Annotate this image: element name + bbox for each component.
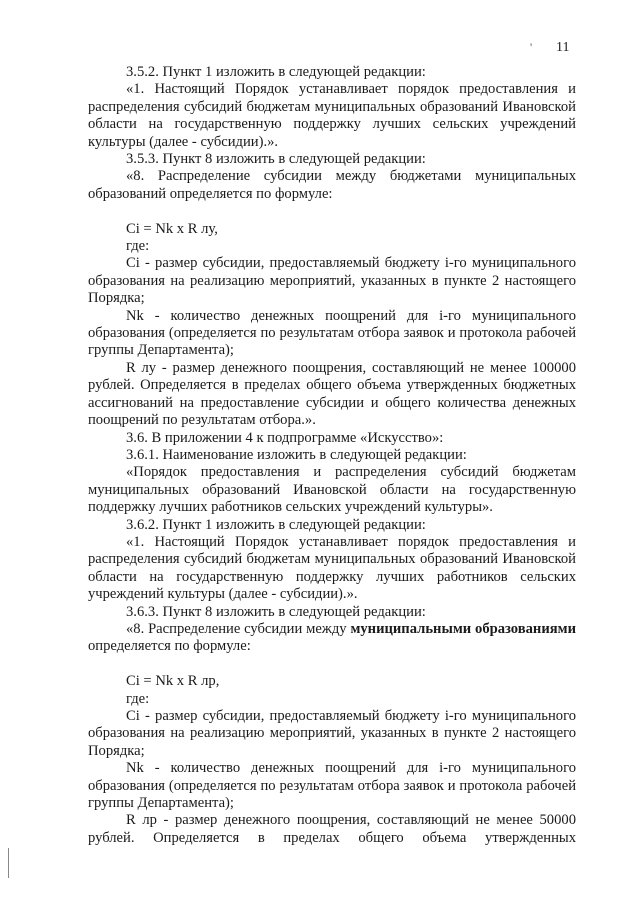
paragraph: 3.6.3. Пункт 8 изложить в следующей редакции:: [126, 603, 426, 620]
document-body: [88, 64, 576, 847]
paragraph: «Порядок предоставления и распределения субсидий бюджетам муниципальных образований Ивановской области на государственную поддержку лучших работников сельских учреждений культуры».: [88, 464, 576, 516]
paragraph: R лр - размер денежного поощрения, составляющий не менее 50000 рублей. Определяется в пределах общего объема утвержденных: [88, 812, 576, 846]
paragraph: Ci - размер субсидии, предоставляемый бюджету i-го муниципального образования на реализацию мероприятий, указанных в пункте 2 настоящего Порядка;: [88, 708, 576, 759]
paragraph: Ci - размер субсидии, предоставляемый бюджету i-го муниципального образования на реализацию мероприятий, указанных в пункте 2 настоящего Порядка;: [88, 255, 576, 307]
paragraph: 3.6.2. Пункт 1 изложить в следующей редакции:: [126, 516, 426, 533]
paragraph: 3.6.1. Наименование изложить в следующей редакции:: [126, 446, 467, 463]
margin-mark: [8, 848, 9, 878]
paragraph: Nk - количество денежных поощрений для i-го муниципального образования (определяется по результатам отбора заявок и протокола рабочей группы Департамента);: [88, 307, 576, 359]
paragraph: 3.6. В приложении 4 к подпрограмме «Искусство»:: [126, 429, 444, 446]
paragraph: где:: [126, 690, 150, 707]
paragraph: 3.5.3. Пункт 8 изложить в следующей редакции:: [126, 151, 426, 168]
paragraph: «8. Распределение субсидии между бюджетами муниципальных образований определяется по формуле:: [88, 168, 576, 202]
paragraph: «1. Настоящий Порядок устанавливает порядок предоставления и распределения субсидий бюджетам муниципальных образований Ивановской области на государственную поддержку лучших работников сельских учреждений культуры (далее - субсидии).».: [88, 533, 576, 603]
paragraph: Ci = Nk x R лр,: [126, 673, 220, 690]
paragraph: «8. Распределение субсидии между муниципальными образованиями определяется по формуле:: [88, 620, 576, 655]
paragraph: «1. Настоящий Порядок устанавливает порядок предоставления и распределения субсидий бюджетам муниципальных образований Ивановской области на государственную поддержку лучших сельских учреждений культуры (далее - субсидии).».: [88, 81, 576, 150]
paragraph: Nk - количество денежных поощрений для i-го муниципального образования (определяется по результатам отбора заявок и протокола рабочей группы Департамента);: [88, 760, 576, 812]
corner-mark: ': [530, 40, 533, 54]
paragraph: 3.5.2. Пункт 1 изложить в следующей редакции:: [126, 64, 426, 80]
paragraph: R лу - размер денежного поощрения, составляющий не менее 100000 рублей. Определяется в пределах общего объема утвержденных бюджетных ассигнований на предоставление субсидии и общего количества денежных поощрений по результатам отбора.».: [88, 359, 576, 429]
paragraph: где:: [126, 238, 150, 255]
page-number: 11: [556, 40, 570, 55]
paragraph: Ci = Nk x R лу,: [126, 220, 218, 237]
